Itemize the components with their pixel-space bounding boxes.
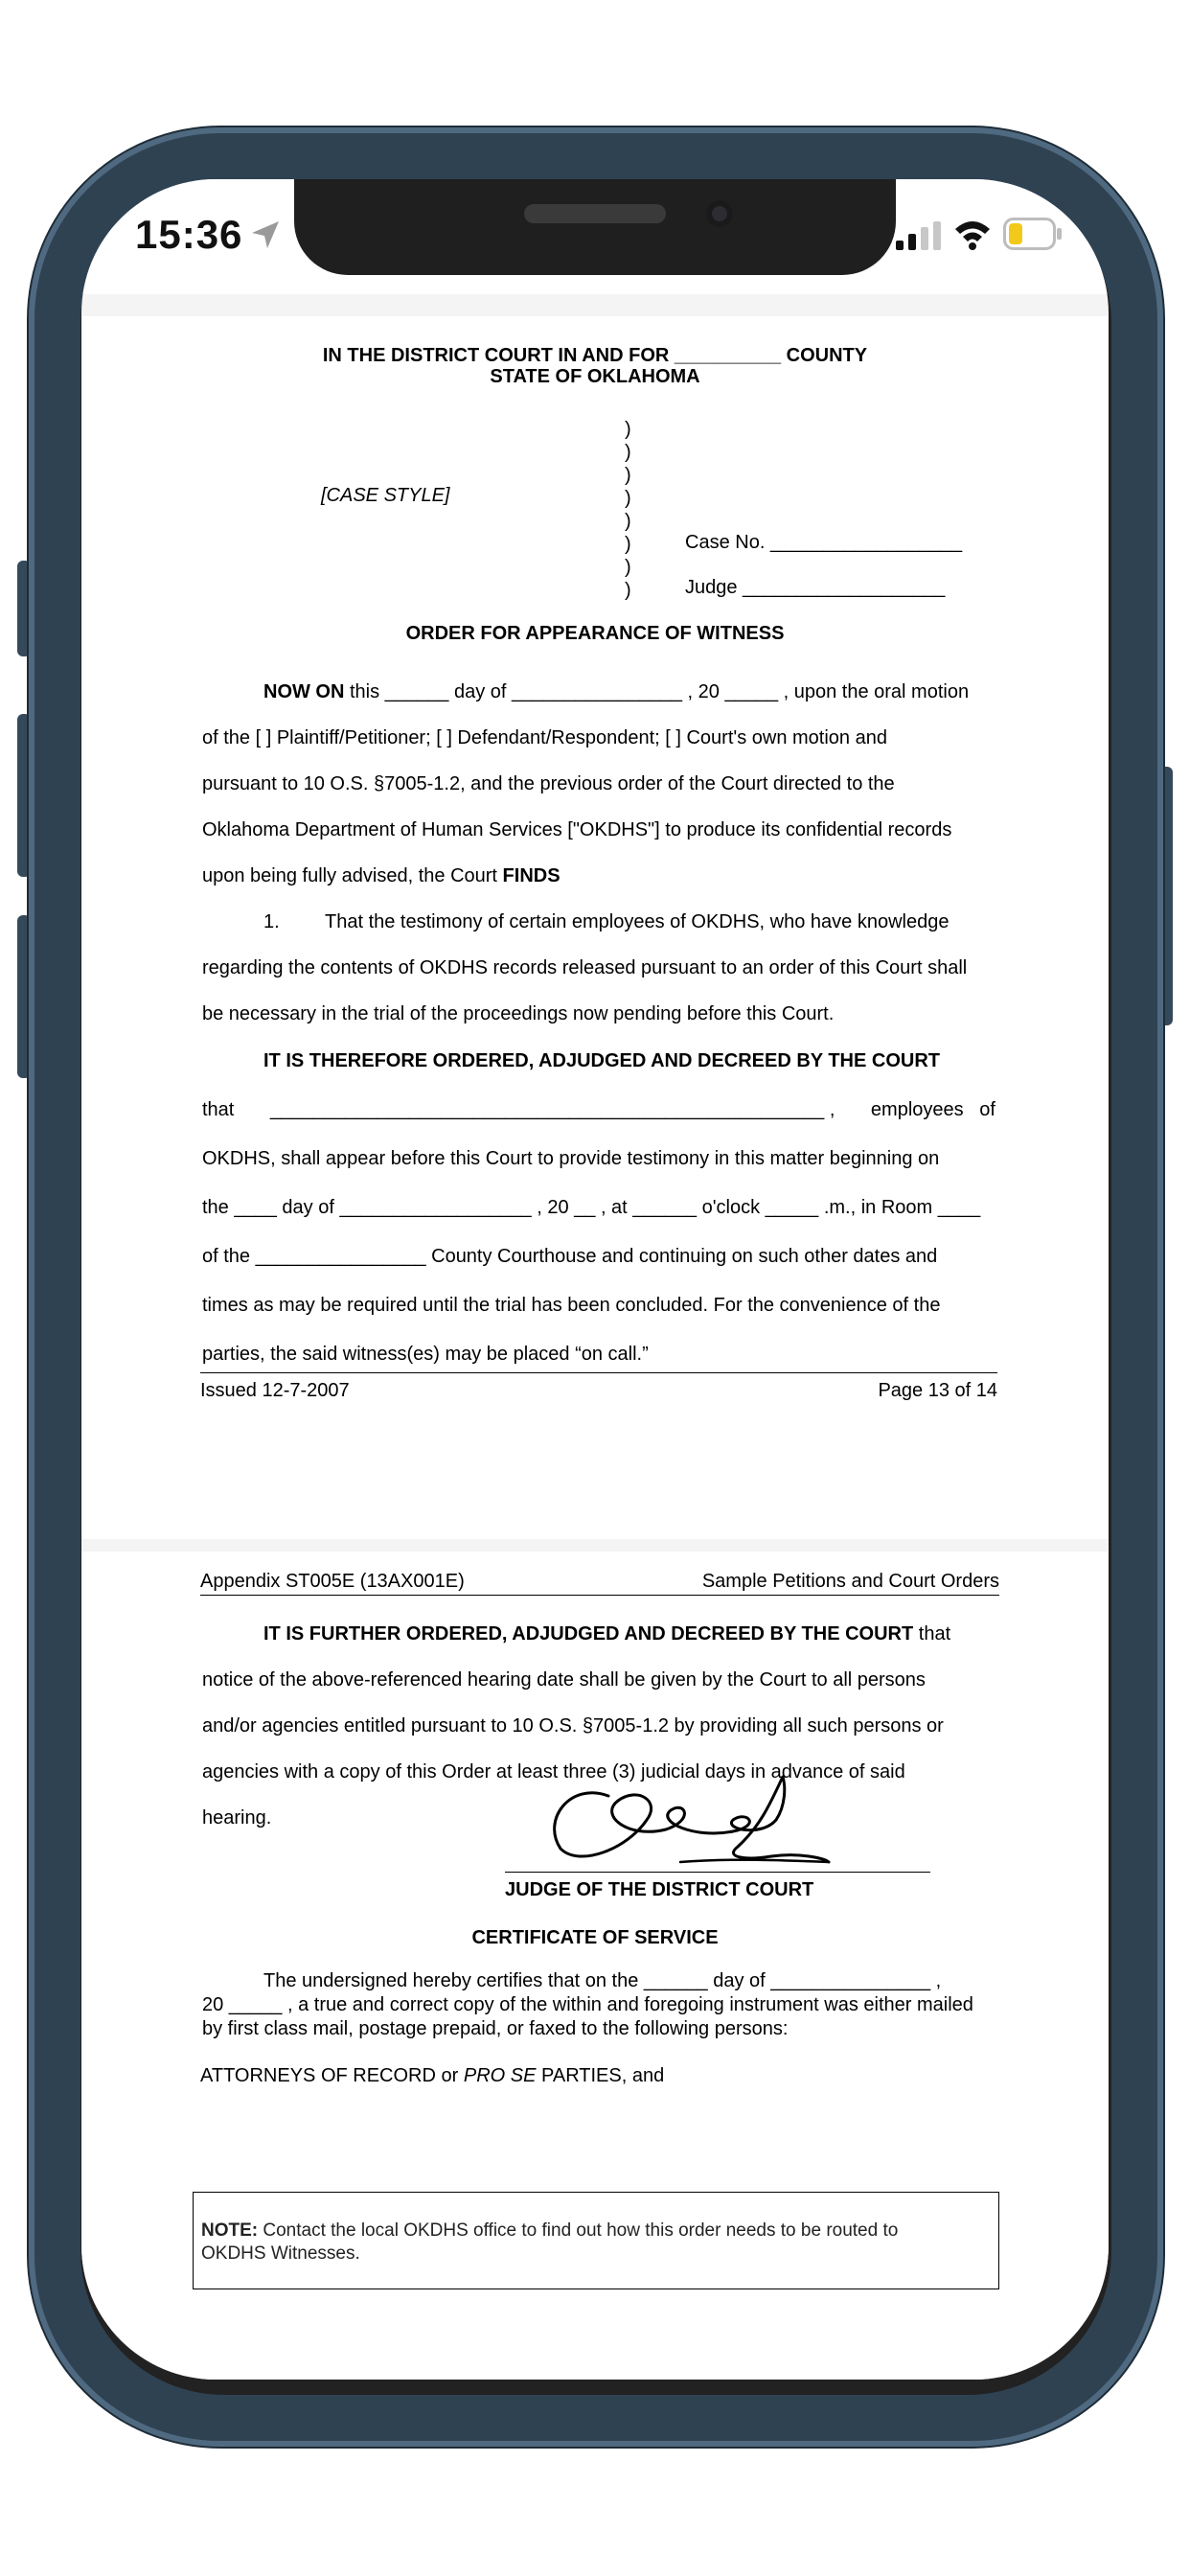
order-title: ORDER FOR APPEARANCE OF WITNESS bbox=[405, 623, 785, 644]
further-line-2: notice of the above-referenced hearing date shall be given by the Court to all persons bbox=[202, 1669, 926, 1690]
para1-line-5-text: upon being fully advised, the Court bbox=[202, 865, 497, 886]
cellular-signal-icon bbox=[896, 221, 944, 250]
ordered-line-5: times as may be required until the trial has been concluded. For the convenience of the bbox=[202, 1295, 941, 1316]
ordered-line-1 bbox=[202, 1086, 995, 1135]
document-page-13 bbox=[81, 316, 1109, 1539]
case-number: Case No. __________________ bbox=[685, 532, 963, 553]
footer-issued-date: Issued 12-7-2007 bbox=[200, 1380, 350, 1401]
note-line-1-text: Contact the local OKDHS office to find out how this order needs to be routed to bbox=[263, 2220, 899, 2241]
further-ordered-heading: IT IS FURTHER ORDERED, ADJUDGED AND DECREED BY THE COURT bbox=[263, 1623, 914, 1644]
document-page-14 bbox=[81, 1552, 1109, 2380]
note-line-1 bbox=[201, 2220, 991, 2242]
para1-line-5 bbox=[202, 853, 995, 899]
para1-line-1-text: this ______ day of ________________ , 20 _____ , upon the oral motion bbox=[350, 681, 970, 702]
footer-page-number: Page 13 of 14 bbox=[878, 1380, 997, 1401]
cert-line-3: by first class mail, postage prepaid, or faxed to the following persons: bbox=[202, 2018, 789, 2039]
cert-line-2: 20 _____ , a true and correct copy of the within and foregoing instrument was either mailed bbox=[202, 1994, 973, 2015]
wifi-icon bbox=[953, 218, 992, 250]
judge-field: Judge ___________________ bbox=[685, 577, 946, 598]
notch bbox=[294, 179, 896, 275]
ordered-line-6: parties, the said witness(es) may be placed “on call.” bbox=[202, 1344, 649, 1365]
judge-signature-label: JUDGE OF THE DISTRICT COURT bbox=[505, 1879, 814, 1900]
earpiece-speaker bbox=[524, 204, 666, 223]
item1-line-3: be necessary in the trial of the proceedings now pending before this Court. bbox=[202, 1003, 835, 1024]
location-arrow-icon bbox=[246, 216, 285, 254]
ordered-line-2: OKDHS, shall appear before this Court to provide testimony in this matter beginning on bbox=[202, 1148, 940, 1169]
note-label: NOTE: bbox=[201, 2220, 259, 2241]
court-line-1: IN THE DISTRICT COURT IN AND FOR __________ COUNTY bbox=[322, 345, 868, 366]
phone-screen bbox=[81, 179, 1109, 2380]
attorneys-line bbox=[200, 2065, 664, 2086]
ordered-employees-of: employees of bbox=[870, 1099, 995, 1120]
item1-line-1 bbox=[202, 899, 995, 945]
item1-number: 1. bbox=[263, 911, 280, 932]
page2-header-rule bbox=[200, 1595, 999, 1596]
appendix-header-left: Appendix ST005E (13AX001E) bbox=[200, 1571, 465, 1592]
ordered-line-3: the ____ day of __________________ , 20 __ , at ______ o'clock _____ .m., in Room ____ bbox=[202, 1197, 981, 1218]
parties-and-text: PARTIES, and bbox=[541, 2065, 665, 2086]
ordered-line-4: of the ________________ County Courthouse and continuing on such other dates and bbox=[202, 1246, 938, 1267]
certificate-title: CERTIFICATE OF SERVICE bbox=[471, 1927, 719, 1948]
ordered-that: that bbox=[202, 1099, 235, 1120]
item1-line-1-text: That the testimony of certain employees of OKDHS, who have knowledge bbox=[325, 911, 950, 932]
para1-line-3: pursuant to 10 O.S. §7005-1.2, and the previous order of the Court directed to the bbox=[202, 773, 895, 794]
note-line-2: OKDHS Witnesses. bbox=[201, 2243, 360, 2264]
page1-footer-rule bbox=[200, 1372, 997, 1373]
cert-line-1: The undersigned hereby certifies that on the ______ day of _______________ , bbox=[263, 1970, 942, 1991]
court-line-2: STATE OF OKLAHOMA bbox=[490, 366, 700, 387]
battery-icon bbox=[1003, 218, 1063, 250]
further-line-1 bbox=[202, 1611, 995, 1657]
para1-line-4: Oklahoma Department of Human Services ["OKDHS"] to produce its confidential records bbox=[202, 819, 952, 840]
case-style: [CASE STYLE] bbox=[321, 485, 450, 506]
finds-label: FINDS bbox=[502, 865, 561, 886]
ordered-employee-blank: ____________________________________________________ , bbox=[269, 1099, 835, 1120]
paragraph-ordered bbox=[202, 1037, 995, 1379]
ordered-heading: IT IS THEREFORE ORDERED, ADJUDGED AND DECREED BY THE COURT bbox=[263, 1050, 940, 1071]
further-line-5: hearing. bbox=[202, 1807, 272, 1828]
item1-line-2: regarding the contents of OKDHS records released pursuant to an order of this Court shall bbox=[202, 957, 968, 978]
appendix-header-right: Sample Petitions and Court Orders bbox=[701, 1571, 999, 1592]
para1-line-1 bbox=[202, 669, 995, 715]
parenthesis-column: ) ) ) ) ) ) ) ) bbox=[625, 419, 631, 601]
attorneys-of-record: ATTORNEYS OF RECORD or bbox=[200, 2065, 459, 2086]
note-text bbox=[201, 2220, 991, 2266]
paragraph-now-on bbox=[202, 669, 995, 899]
para1-line-2: of the [ ] Plaintiff/Petitioner; [ ] Defendant/Respondent; [ ] Court's own motion and bbox=[202, 727, 887, 748]
note-box bbox=[193, 2192, 999, 2289]
further-line-1-end: that bbox=[918, 1623, 951, 1644]
court-heading bbox=[81, 345, 1109, 387]
further-line-3: and/or agencies entitled pursuant to 10 O.S. §7005-1.2 by providing all such persons or bbox=[202, 1715, 944, 1736]
pro-se-text: PRO SE bbox=[463, 2065, 537, 2086]
now-on-label: NOW ON bbox=[263, 681, 345, 702]
further-line-4: agencies with a copy of this Order at least three (3) judicial days in advance of said bbox=[202, 1761, 905, 1782]
front-camera bbox=[706, 200, 733, 227]
certificate-paragraph bbox=[202, 1969, 995, 2041]
finding-item-1 bbox=[202, 899, 995, 1037]
judge-signature-image bbox=[541, 1762, 848, 1868]
status-time: 15:36 bbox=[135, 212, 243, 257]
judge-signature-line bbox=[505, 1872, 930, 1873]
